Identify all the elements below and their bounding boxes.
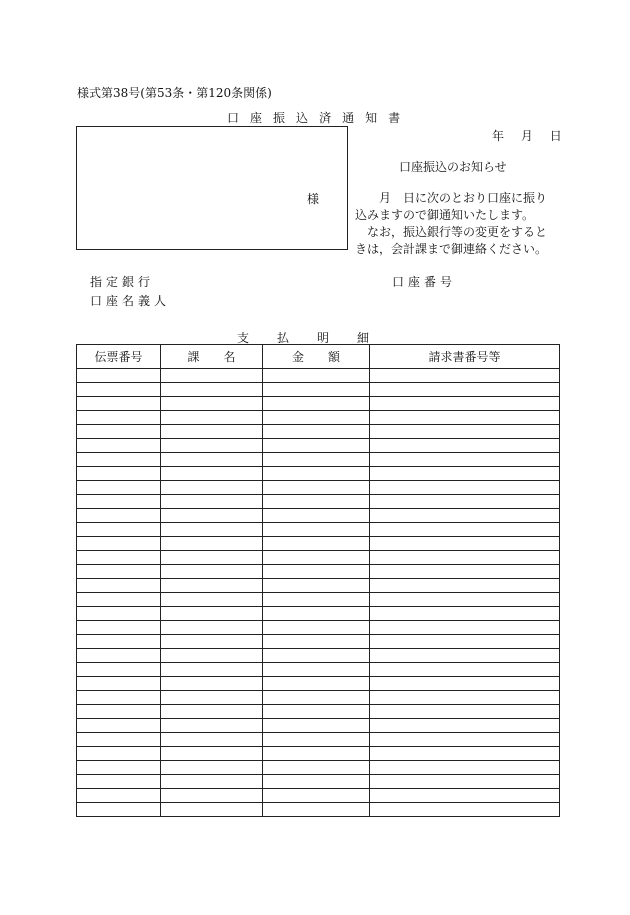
- table-cell[interactable]: [77, 537, 161, 551]
- table-cell[interactable]: [161, 397, 263, 411]
- table-cell[interactable]: [370, 775, 560, 789]
- table-cell[interactable]: [161, 565, 263, 579]
- table-cell[interactable]: [370, 439, 560, 453]
- table-cell[interactable]: [161, 593, 263, 607]
- table-cell[interactable]: [161, 425, 263, 439]
- table-cell[interactable]: [370, 621, 560, 635]
- table-cell[interactable]: [370, 593, 560, 607]
- table-row: [77, 761, 560, 775]
- table-body: [77, 369, 560, 817]
- table-cell[interactable]: [370, 579, 560, 593]
- table-cell[interactable]: [161, 775, 263, 789]
- table-cell[interactable]: [77, 677, 161, 691]
- column-header-amount: 金 額: [263, 345, 370, 369]
- table-cell[interactable]: [263, 621, 370, 635]
- year-label: 年: [492, 129, 505, 143]
- designated-bank-label: 指定銀行: [90, 275, 155, 289]
- table-cell[interactable]: [161, 789, 263, 803]
- table-row: [77, 621, 560, 635]
- table-cell[interactable]: [263, 537, 370, 551]
- notice-line: きは，会計課まで御連絡ください。: [355, 242, 548, 256]
- table-cell[interactable]: [161, 369, 263, 383]
- title-char: 込: [296, 111, 320, 125]
- table-cell[interactable]: [161, 411, 263, 425]
- table-row: [77, 691, 560, 705]
- table-cell[interactable]: [77, 579, 161, 593]
- table-cell[interactable]: [370, 397, 560, 411]
- table-cell[interactable]: [161, 733, 263, 747]
- table-cell[interactable]: [263, 691, 370, 705]
- table-cell[interactable]: [161, 383, 263, 397]
- table-row: [77, 439, 560, 453]
- table-row: [77, 747, 560, 761]
- table-cell[interactable]: [77, 649, 161, 663]
- column-header-section-name: 課 名: [161, 345, 263, 369]
- table-cell[interactable]: [263, 369, 370, 383]
- table-cell[interactable]: [263, 775, 370, 789]
- table-cell[interactable]: [370, 481, 560, 495]
- table-cell[interactable]: [263, 663, 370, 677]
- column-header-invoice-number: 請求書番号等: [370, 345, 560, 369]
- honorific-sama: 様: [307, 192, 320, 206]
- table-cell[interactable]: [77, 719, 161, 733]
- table-cell[interactable]: [77, 775, 161, 789]
- table-row: [77, 551, 560, 565]
- table-cell[interactable]: [161, 621, 263, 635]
- notice-body: [355, 190, 555, 258]
- table-cell[interactable]: [370, 411, 560, 425]
- table-cell[interactable]: [77, 425, 161, 439]
- table-cell[interactable]: [161, 537, 263, 551]
- table-cell[interactable]: [370, 691, 560, 705]
- table-cell[interactable]: [370, 789, 560, 803]
- table-row: [77, 397, 560, 411]
- table-cell[interactable]: [263, 509, 370, 523]
- table-cell[interactable]: [263, 705, 370, 719]
- table-cell[interactable]: [161, 803, 263, 817]
- table-cell[interactable]: [77, 439, 161, 453]
- table-row: [77, 411, 560, 425]
- table-cell[interactable]: [263, 467, 370, 481]
- table-row: [77, 523, 560, 537]
- table-cell[interactable]: [263, 649, 370, 663]
- table-cell[interactable]: [263, 761, 370, 775]
- table-cell[interactable]: [161, 579, 263, 593]
- table-cell[interactable]: [77, 551, 161, 565]
- title-char: 払: [277, 331, 290, 345]
- table-cell[interactable]: [77, 467, 161, 481]
- table-cell[interactable]: [263, 677, 370, 691]
- table-cell[interactable]: [77, 705, 161, 719]
- table-cell[interactable]: [161, 467, 263, 481]
- table-cell[interactable]: [370, 523, 560, 537]
- table-cell[interactable]: [161, 551, 263, 565]
- table-cell[interactable]: [161, 439, 263, 453]
- table-cell[interactable]: [370, 369, 560, 383]
- day-label: 日: [549, 129, 562, 143]
- table-cell[interactable]: [161, 453, 263, 467]
- title-char: 通: [342, 111, 366, 125]
- table-cell[interactable]: [263, 635, 370, 649]
- table-row: [77, 467, 560, 481]
- table-row: [77, 649, 560, 663]
- notice-heading: 口座振込のお知らせ: [399, 160, 507, 174]
- table-cell[interactable]: [77, 593, 161, 607]
- notice-line: 込みますので御通知いたします。: [355, 208, 535, 222]
- table-row: [77, 719, 560, 733]
- table-cell[interactable]: [263, 481, 370, 495]
- table-cell[interactable]: [263, 453, 370, 467]
- table-cell[interactable]: [263, 495, 370, 509]
- table-cell[interactable]: [77, 411, 161, 425]
- table-row: [77, 453, 560, 467]
- table-cell[interactable]: [370, 425, 560, 439]
- table-cell[interactable]: [263, 789, 370, 803]
- table-cell[interactable]: [370, 495, 560, 509]
- table-cell[interactable]: [77, 733, 161, 747]
- table-cell[interactable]: [370, 747, 560, 761]
- table-cell[interactable]: [161, 509, 263, 523]
- table-cell[interactable]: [370, 467, 560, 481]
- table-cell[interactable]: [370, 649, 560, 663]
- table-row: [77, 775, 560, 789]
- table-cell[interactable]: [263, 411, 370, 425]
- table-row: [77, 803, 560, 817]
- table-row: [77, 663, 560, 677]
- notice-line: 月 日に次のとおり口座に振り: [355, 191, 548, 205]
- table-header-row: [77, 345, 560, 369]
- title-char: 済: [319, 111, 343, 125]
- table-cell[interactable]: [77, 369, 161, 383]
- table-row: [77, 425, 560, 439]
- table-row: [77, 481, 560, 495]
- table-cell[interactable]: [77, 789, 161, 803]
- table-row: [77, 509, 560, 523]
- table-cell[interactable]: [263, 579, 370, 593]
- table-cell[interactable]: [263, 607, 370, 621]
- table-cell[interactable]: [77, 495, 161, 509]
- table-cell[interactable]: [370, 607, 560, 621]
- table-cell[interactable]: [77, 691, 161, 705]
- table-cell[interactable]: [263, 523, 370, 537]
- table-cell[interactable]: [77, 383, 161, 397]
- table-cell[interactable]: [161, 691, 263, 705]
- month-label: 月: [520, 129, 533, 143]
- table-cell[interactable]: [370, 705, 560, 719]
- table-cell[interactable]: [77, 803, 161, 817]
- account-number-label: 口座番号: [392, 275, 457, 289]
- table-row: [77, 635, 560, 649]
- title-char: 書: [388, 111, 412, 125]
- title-char: 支: [237, 331, 250, 345]
- table-cell[interactable]: [370, 453, 560, 467]
- table-cell[interactable]: [370, 537, 560, 551]
- table-cell[interactable]: [370, 761, 560, 775]
- table-cell[interactable]: [263, 551, 370, 565]
- table-cell[interactable]: [263, 439, 370, 453]
- table-row: [77, 579, 560, 593]
- table-row: [77, 565, 560, 579]
- table-cell[interactable]: [77, 761, 161, 775]
- table-cell[interactable]: [77, 397, 161, 411]
- table-cell[interactable]: [77, 481, 161, 495]
- table-row: [77, 495, 560, 509]
- table-row: [77, 733, 560, 747]
- table-cell[interactable]: [77, 621, 161, 635]
- table-cell[interactable]: [161, 705, 263, 719]
- table-row: [77, 593, 560, 607]
- table-cell[interactable]: [370, 719, 560, 733]
- table-cell[interactable]: [263, 425, 370, 439]
- table-row: [77, 383, 560, 397]
- table-cell[interactable]: [77, 635, 161, 649]
- form-number-label: 様式第38号(第53条・第120条関係): [77, 86, 272, 100]
- table-cell[interactable]: [161, 495, 263, 509]
- title-char: 細: [357, 331, 370, 345]
- table-cell[interactable]: [370, 733, 560, 747]
- table-cell[interactable]: [263, 747, 370, 761]
- table-row: [77, 369, 560, 383]
- date-line: [492, 127, 562, 144]
- table-cell[interactable]: [77, 607, 161, 621]
- notice-line: なお，振込銀行等の変更をすると: [355, 225, 548, 239]
- table-cell[interactable]: [263, 397, 370, 411]
- table-cell[interactable]: [370, 663, 560, 677]
- title-char: 知: [365, 111, 389, 125]
- table-cell[interactable]: [161, 677, 263, 691]
- table-cell[interactable]: [77, 523, 161, 537]
- title-char: 座: [250, 111, 274, 125]
- table-cell[interactable]: [370, 509, 560, 523]
- table-cell[interactable]: [161, 649, 263, 663]
- table-row: [77, 607, 560, 621]
- addressee-box[interactable]: [76, 126, 348, 250]
- table-cell[interactable]: [370, 565, 560, 579]
- table-cell[interactable]: [370, 383, 560, 397]
- table-cell[interactable]: [161, 523, 263, 537]
- table-row: [77, 789, 560, 803]
- table-cell[interactable]: [263, 383, 370, 397]
- column-header-slip-number: 伝票番号: [77, 345, 161, 369]
- document-title: [227, 109, 411, 126]
- table-cell[interactable]: [370, 551, 560, 565]
- table-cell[interactable]: [77, 565, 161, 579]
- table-cell[interactable]: [161, 761, 263, 775]
- table-cell[interactable]: [77, 509, 161, 523]
- table-cell[interactable]: [161, 663, 263, 677]
- table-cell[interactable]: [370, 677, 560, 691]
- table-row: [77, 677, 560, 691]
- table-row: [77, 537, 560, 551]
- table-cell[interactable]: [263, 593, 370, 607]
- table-cell[interactable]: [263, 719, 370, 733]
- title-char: 振: [273, 111, 297, 125]
- table-cell[interactable]: [77, 453, 161, 467]
- table-row: [77, 705, 560, 719]
- table-cell[interactable]: [161, 747, 263, 761]
- table-cell[interactable]: [263, 733, 370, 747]
- table-cell[interactable]: [77, 663, 161, 677]
- title-char: 明: [317, 331, 330, 345]
- table-cell[interactable]: [161, 719, 263, 733]
- account-holder-label: 口座名義人: [90, 294, 171, 308]
- table-cell[interactable]: [370, 803, 560, 817]
- table-cell[interactable]: [161, 481, 263, 495]
- table-cell[interactable]: [161, 635, 263, 649]
- table-cell[interactable]: [263, 565, 370, 579]
- title-char: 口: [227, 111, 251, 125]
- table-cell[interactable]: [263, 803, 370, 817]
- table-cell[interactable]: [370, 635, 560, 649]
- table-cell[interactable]: [77, 747, 161, 761]
- payment-details-table: [76, 344, 560, 817]
- table-cell[interactable]: [161, 607, 263, 621]
